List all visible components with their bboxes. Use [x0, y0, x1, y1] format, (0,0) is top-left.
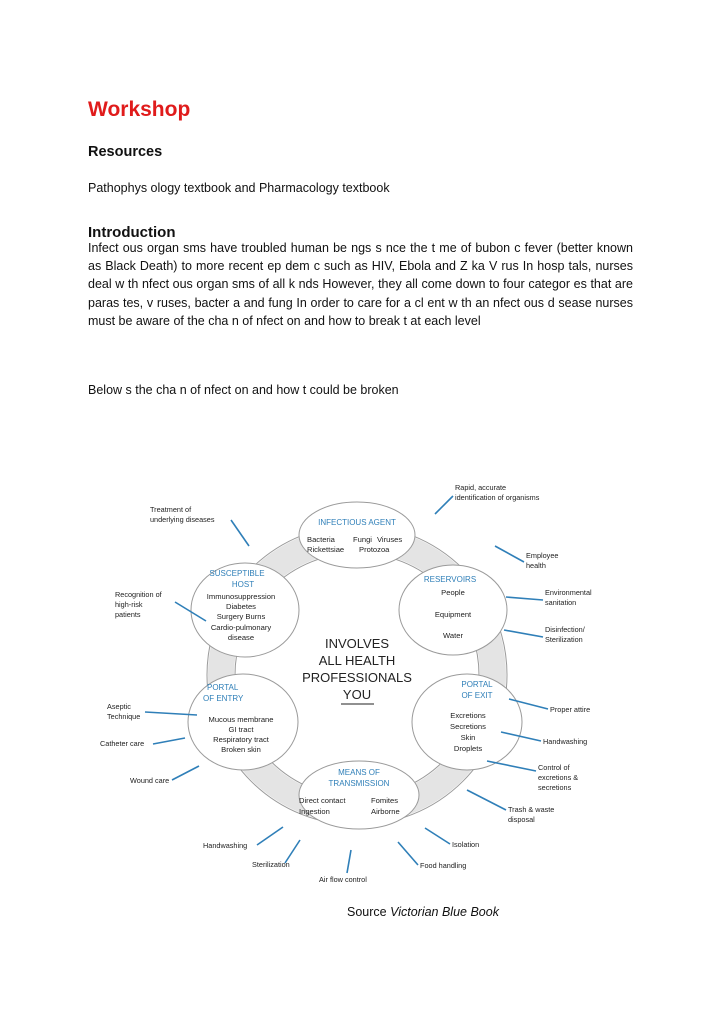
transmission-title-1: MEANS OF: [338, 768, 380, 777]
sterilization-label: Sterilization: [252, 860, 290, 869]
host-item-immunosuppression: Immunosuppression: [206, 592, 276, 601]
reservoirs-item-water: Water: [443, 631, 463, 640]
treatment-label-1: Treatment of: [150, 505, 192, 514]
air-flow-control-label: Air flow control: [319, 875, 367, 884]
wound-care-label: Wound care: [130, 776, 170, 785]
employee-health-label-2: health: [526, 561, 546, 570]
employee-connector: [495, 546, 524, 562]
exit-item-skin: Skin: [460, 733, 476, 742]
trash-disposal-label-2: disposal: [508, 815, 535, 824]
center-line-1: INVOLVES: [324, 636, 390, 651]
transmission-item-fomites: Fomites: [371, 796, 399, 805]
proper-attire-label: Proper attire: [550, 705, 591, 714]
transmission-item-airborne: Airborne: [371, 807, 400, 816]
agent-item-bacteria: Bacteria: [307, 535, 335, 544]
food-handling-label: Food handling: [420, 861, 467, 870]
entry-item-broken-skin: Broken skin: [221, 745, 261, 754]
host-item-surgery-burns: Surgery Burns: [216, 612, 266, 621]
food-connector: [398, 842, 418, 865]
entry-item-mucous-membrane: Mucous membrane: [208, 715, 274, 724]
airflow-connector: [347, 850, 351, 873]
recognition-label-1: Recognition of: [115, 590, 162, 599]
catheter-connector: [153, 738, 185, 744]
agent-item-protozoa: Protozoa: [359, 545, 390, 554]
handwashing-bottom-label: Handwashing: [203, 841, 248, 850]
transmission-item-direct-contact: Direct contact: [299, 796, 346, 805]
reservoirs-title: RESERVOIRS: [423, 575, 477, 584]
reservoirs-item-equipment: Equipment: [434, 610, 472, 619]
catheter-care-label: Catheter care: [100, 739, 145, 748]
host-item-cardio-pulmonary: Cardio-pulmonary: [210, 623, 272, 632]
wound-connector: [172, 766, 199, 780]
entry-title-2: OF ENTRY: [203, 694, 244, 703]
disinfection-connector: [504, 630, 543, 637]
exit-title-2: OF EXIT: [461, 691, 493, 700]
center-line-2: ALL HEALTH: [318, 653, 396, 668]
source-citation: [347, 905, 499, 919]
rapid-identification-label-1: Rapid, accurate: [455, 483, 507, 492]
control-excretions-label-3: secretions: [538, 783, 572, 792]
treatment-label-2: underlying diseases: [150, 515, 215, 524]
center-line-4: YOU: [342, 687, 372, 702]
entry-title-1: PORTAL: [207, 683, 239, 692]
agent-title: INFECTIOUS AGENT: [318, 518, 396, 527]
source-prefix: Source: [347, 905, 391, 919]
environmental-sanitation-label-2: sanitation: [545, 598, 577, 607]
control-excretions-label-1: Control of: [538, 763, 570, 772]
chain-of-infection-diagram: [95, 470, 615, 890]
agent-item-rickettsiae: Rickettsiae: [307, 545, 345, 554]
control-excretions-label-2: excretions &: [538, 773, 579, 782]
recognition-label-2: high-risk: [115, 600, 143, 609]
introduction-heading: Introduction: [88, 224, 176, 241]
transmission-title-2: TRANSMISSION: [328, 779, 390, 788]
center-line-3: PROFESSIONALS: [302, 670, 412, 685]
rapid-identification-label-2: identification of organisms: [455, 493, 540, 502]
disinfection-label-1: Disinfection/: [545, 625, 585, 634]
employee-health-label-1: Employee: [526, 551, 559, 560]
trash-disposal-label-1: Trash & waste: [508, 805, 555, 814]
env-connector: [506, 597, 543, 600]
source-title: Victorian Blue Book: [390, 905, 499, 919]
aseptic-technique-label-1: Aseptic: [107, 702, 131, 711]
isolation-connector: [425, 828, 450, 844]
exit-item-droplets: Droplets: [453, 744, 483, 753]
transmission-item-ingestion: Ingestion: [299, 807, 330, 816]
exit-title-1: PORTAL: [461, 680, 493, 689]
trash-connector: [467, 790, 506, 810]
resources-heading: Resources: [88, 144, 163, 160]
exit-item-excretions: Excretions: [450, 711, 486, 720]
page-title: Workshop: [88, 98, 191, 121]
host-item-diabetes: Diabetes: [226, 602, 256, 611]
disinfection-label-2: Sterilization: [545, 635, 583, 644]
entry-item-respiratory-tract: Respiratory tract: [213, 735, 269, 744]
host-title-2: HOST: [231, 580, 255, 589]
resources-text: Pathophys ology textbook and Pharmacology textbook: [88, 181, 390, 195]
agent-item-fungi: Fungi: [353, 535, 372, 544]
treatment-connector: [231, 520, 249, 546]
rapid-connector: [435, 496, 453, 514]
introduction-text: Infect ous organ sms have troubled human be ngs s nce the t me of bubon c fever (better known as Black Death) to more recent ep dem c such as HIV, Ebola and Z ka V rus In hosp tals, nurses deal w th nfect ous organ sms of all k nds However, they all come down to four categor es that are paras tes, v ruses, bacter a and fung In order to care for a cl ent w th an nfect ous d sease nurses must be aware of the cha n of nfect on and how to break t at each level: [88, 241, 633, 328]
control-connector: [487, 761, 536, 771]
environmental-sanitation-label-1: Environmental: [545, 588, 592, 597]
handwashing-right-label: Handwashing: [543, 737, 588, 746]
host-item-disease: disease: [227, 633, 255, 642]
recognition-label-3: patients: [115, 610, 141, 619]
handwashing-b-connector: [257, 827, 283, 845]
entry-item-gi-tract: GI tract: [228, 725, 254, 734]
chain-intro-text: Below s the cha n of nfect on and how t could be broken: [88, 383, 399, 397]
aseptic-technique-label-2: Technique: [107, 712, 141, 721]
reservoirs-item-people: People: [441, 588, 465, 597]
agent-item-viruses: Viruses: [377, 535, 403, 544]
host-title-1: SUSCEPTIBLE: [209, 569, 265, 578]
center-message: [302, 636, 412, 704]
isolation-label: Isolation: [452, 840, 480, 849]
exit-item-secretions: Secretions: [450, 722, 486, 731]
